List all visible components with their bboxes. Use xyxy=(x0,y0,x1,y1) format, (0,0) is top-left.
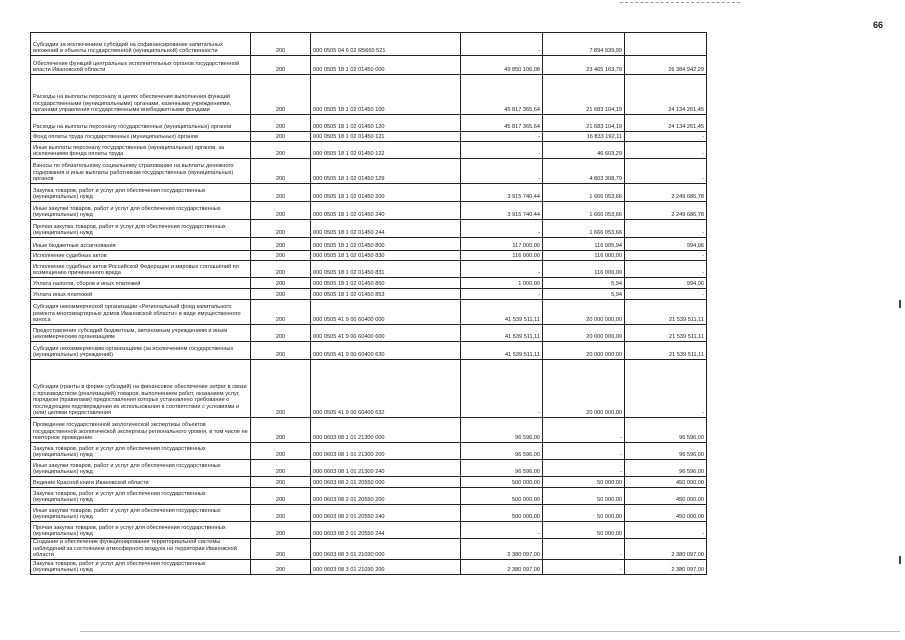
row-executed-amount: 116 005,94 xyxy=(543,238,625,251)
row-classification-code: 000 0603 08 2 01 20550 200 xyxy=(311,488,461,505)
row-classification-code: 000 0505 41 9 00 60400 600 xyxy=(311,325,461,342)
row-description: Создание и обеспечение функционирования территориальной системы наблюдений за состоянием атмосферного воздуха на территории Ивановской области xyxy=(31,539,251,560)
row-unexecuted-amount: 994,06 xyxy=(625,238,707,251)
row-description: Иные бюджетные ассигнования xyxy=(31,238,251,251)
table-row xyxy=(31,488,707,505)
row-line-code: 200 xyxy=(251,251,311,261)
row-approved-amount: 3 915 740,44 xyxy=(461,184,543,202)
row-line-code: 200 xyxy=(251,559,311,574)
table-row xyxy=(31,184,707,202)
row-unexecuted-amount: 450 000,00 xyxy=(625,477,707,488)
table-row xyxy=(31,325,707,342)
row-unexecuted-amount: 96 596,00 xyxy=(625,418,707,443)
row-unexecuted-amount: 2 380 097,00 xyxy=(625,559,707,574)
row-approved-amount: 117 000,00 xyxy=(461,238,543,251)
row-classification-code: 000 0505 18 1 02 01450 831 xyxy=(311,261,461,278)
row-description: Субсидии (гранты в форме субсидий) на финансовое обеспечение затрат в связи с производством (реализацией) товаров, выполнением работ, оказанием услуг, порядком (правилами) предоставления которых установлено требование о последующем подтверждении их использования в соответствии с условиями и (или) целями предоставления xyxy=(31,360,251,418)
row-approved-amount: - xyxy=(461,289,543,300)
row-line-code: 200 xyxy=(251,75,311,115)
row-unexecuted-amount: 994,06 xyxy=(625,278,707,289)
table-row xyxy=(31,300,707,325)
row-unexecuted-amount: - xyxy=(625,360,707,418)
row-approved-amount: 3 915 740,44 xyxy=(461,202,543,220)
row-description: Исполнение судебных актов Российской Федерации и мировых соглашений по возмещению причиненного вреда xyxy=(31,261,251,278)
row-line-code: 200 xyxy=(251,33,311,56)
row-description: Расходы на выплаты персоналу государственных (муниципальных) органов xyxy=(31,115,251,132)
row-executed-amount: 50 000,00 xyxy=(543,477,625,488)
row-classification-code: 000 0603 08 3 01 21030 200 xyxy=(311,559,461,574)
row-line-code: 200 xyxy=(251,418,311,443)
row-classification-code: 000 0603 08 3 01 21030 000 xyxy=(311,539,461,560)
row-classification-code: 000 0603 08 2 01 20550 000 xyxy=(311,477,461,488)
row-executed-amount: - xyxy=(543,443,625,460)
scan-edge-line xyxy=(80,631,900,632)
row-classification-code: 000 0505 18 1 02 01450 800 xyxy=(311,238,461,251)
row-description: Иные закупки товаров, работ и услуг для обеспечения государственных (муниципальных) нужд xyxy=(31,460,251,477)
row-executed-amount: 50 000,00 xyxy=(543,505,625,522)
row-description: Расходы на выплаты персоналу в целях обеспечения выполнения функций государственными (муниципальными) органами, казенными учреждениями, органами управления государственными внебюджетными фондами xyxy=(31,75,251,115)
row-approved-amount: - xyxy=(461,33,543,56)
row-classification-code: 000 0505 18 1 02 01450 122 xyxy=(311,142,461,159)
row-executed-amount: 21 683 104,19 xyxy=(543,115,625,132)
row-classification-code: 000 0505 18 1 02 01450 120 xyxy=(311,115,461,132)
table-row xyxy=(31,522,707,539)
row-unexecuted-amount: 24 134 261,45 xyxy=(625,75,707,115)
table-row xyxy=(31,56,707,75)
table-row xyxy=(31,75,707,115)
row-classification-code: 000 0505 18 1 02 01450 000 xyxy=(311,56,461,75)
row-line-code: 200 xyxy=(251,132,311,142)
row-line-code: 200 xyxy=(251,505,311,522)
row-unexecuted-amount: 2 249 686,78 xyxy=(625,184,707,202)
table-row xyxy=(31,418,707,443)
row-approved-amount: - xyxy=(461,261,543,278)
row-line-code: 200 xyxy=(251,522,311,539)
row-unexecuted-amount: 21 539 511,11 xyxy=(625,325,707,342)
row-description: Исполнение судебных актов xyxy=(31,251,251,261)
row-line-code: 200 xyxy=(251,142,311,159)
row-classification-code: 000 0505 18 1 02 01450 830 xyxy=(311,251,461,261)
row-approved-amount: 2 380 097,00 xyxy=(461,559,543,574)
row-executed-amount: - xyxy=(543,460,625,477)
row-executed-amount: 20 000 000,00 xyxy=(543,300,625,325)
row-executed-amount: 1 666 053,66 xyxy=(543,184,625,202)
table-row xyxy=(31,342,707,360)
row-line-code: 200 xyxy=(251,56,311,75)
row-line-code: 200 xyxy=(251,159,311,184)
row-line-code: 200 xyxy=(251,360,311,418)
row-line-code: 200 xyxy=(251,477,311,488)
row-line-code: 200 xyxy=(251,184,311,202)
row-classification-code: 000 0505 18 1 02 01450 200 xyxy=(311,184,461,202)
row-unexecuted-amount: 24 134 261,45 xyxy=(625,115,707,132)
row-unexecuted-amount: 21 539 511,11 xyxy=(625,342,707,360)
row-unexecuted-amount: 450 000,00 xyxy=(625,505,707,522)
row-approved-amount: - xyxy=(461,522,543,539)
row-description: Закупка товаров, работ и услуг для обеспечения государственных (муниципальных) нужд xyxy=(31,488,251,505)
row-approved-amount: 500 000,00 xyxy=(461,505,543,522)
row-description: Взносы по обязательному социальному страхованию на выплаты денежного содержания и иные выплаты работникам государственных (муниципальных) органов xyxy=(31,159,251,184)
row-line-code: 200 xyxy=(251,278,311,289)
table-row xyxy=(31,261,707,278)
row-executed-amount: - xyxy=(543,559,625,574)
row-description: Закупка товаров, работ и услуг для обеспечения государственных (муниципальных) нужд xyxy=(31,559,251,574)
row-unexecuted-amount: 26 384 942,29 xyxy=(625,56,707,75)
row-executed-amount: 50 000,00 xyxy=(543,488,625,505)
row-classification-code: 000 0603 08 1 01 21300 000 xyxy=(311,418,461,443)
row-line-code: 200 xyxy=(251,488,311,505)
scan-edge-line xyxy=(620,2,740,3)
row-description: Предоставление субсидий бюджетным, автономным учреждениям и иным некоммерческим организациям xyxy=(31,325,251,342)
row-classification-code: 000 0505 18 1 02 01450 244 xyxy=(311,220,461,238)
row-line-code: 200 xyxy=(251,115,311,132)
row-classification-code: 000 0505 41 9 00 60400 630 xyxy=(311,342,461,360)
row-unexecuted-amount: - xyxy=(625,132,707,142)
row-line-code: 200 xyxy=(251,261,311,278)
table-row xyxy=(31,159,707,184)
table-row xyxy=(31,238,707,251)
row-approved-amount: 45 817 365,64 xyxy=(461,115,543,132)
row-unexecuted-amount: 450 000,00 xyxy=(625,488,707,505)
row-approved-amount: 41 539 511,11 xyxy=(461,325,543,342)
row-executed-amount: 20 000 000,00 xyxy=(543,360,625,418)
row-approved-amount: 2 380 097,00 xyxy=(461,539,543,560)
row-classification-code: 000 0603 08 2 01 20550 240 xyxy=(311,505,461,522)
row-approved-amount: 41 539 511,11 xyxy=(461,342,543,360)
row-executed-amount: 4 803 308,79 xyxy=(543,159,625,184)
row-description: Закупка товаров, работ и услуг для обеспечения государственных (муниципальных) нужд xyxy=(31,443,251,460)
row-classification-code: 000 0505 04 6 02 R5660 521 xyxy=(311,33,461,56)
row-unexecuted-amount: - xyxy=(625,261,707,278)
row-unexecuted-amount: 21 539 511,11 xyxy=(625,300,707,325)
table-row xyxy=(31,460,707,477)
row-executed-amount: 7 894 939,99 xyxy=(543,33,625,56)
budget-execution-table xyxy=(30,32,707,575)
row-line-code: 200 xyxy=(251,539,311,560)
row-classification-code: 000 0505 41 9 00 60400 632 xyxy=(311,360,461,418)
table-row xyxy=(31,443,707,460)
table-row xyxy=(31,360,707,418)
row-classification-code: 000 0505 18 1 02 01450 240 xyxy=(311,202,461,220)
row-executed-amount: 16 833 192,11 xyxy=(543,132,625,142)
table-row xyxy=(31,278,707,289)
row-executed-amount: 116 000,00 xyxy=(543,261,625,278)
table-row xyxy=(31,115,707,132)
row-executed-amount: 5,94 xyxy=(543,278,625,289)
row-line-code: 200 xyxy=(251,460,311,477)
row-approved-amount: 96 596,00 xyxy=(461,460,543,477)
row-executed-amount: 50 000,00 xyxy=(543,522,625,539)
scan-mark xyxy=(899,556,901,564)
row-description: Уплата иных платежей xyxy=(31,289,251,300)
row-description: Субсидия некоммерческой организации «Региональный фонд капитального ремонта многоквартирных домов Ивановской области» в виде имущественного взноса xyxy=(31,300,251,325)
row-description: Иные закупки товаров, работ и услуг для обеспечения государственных (муниципальных) нужд xyxy=(31,505,251,522)
row-description: Субсидии некоммерческим организациям (за исключением государственных (муниципальных) учреждений) xyxy=(31,342,251,360)
row-executed-amount: 46 603,29 xyxy=(543,142,625,159)
row-description: Прочая закупка товаров, работ и услуг для обеспечения государственных (муниципальных) нужд xyxy=(31,522,251,539)
row-approved-amount: 96 596,00 xyxy=(461,443,543,460)
row-executed-amount: 21 683 104,19 xyxy=(543,75,625,115)
row-description: Фонд оплаты труда государственных (муниципальных) органов xyxy=(31,132,251,142)
row-approved-amount: - xyxy=(461,360,543,418)
row-executed-amount: 1 666 053,66 xyxy=(543,202,625,220)
row-unexecuted-amount: - xyxy=(625,159,707,184)
row-description: Субсидии за исключением субсидий на софинансирование капитальных вложений в объекты государственной (муниципальной) собственности xyxy=(31,33,251,56)
row-description: Иные выплаты персоналу государственных (муниципальных) органов, за исключением фонда оплаты труда xyxy=(31,142,251,159)
row-unexecuted-amount xyxy=(625,33,707,56)
table-row xyxy=(31,251,707,261)
row-executed-amount: 20 000 000,00 xyxy=(543,325,625,342)
row-classification-code: 000 0603 08 2 01 20550 244 xyxy=(311,522,461,539)
row-approved-amount: - xyxy=(461,132,543,142)
row-executed-amount: 1 666 053,66 xyxy=(543,220,625,238)
row-executed-amount: - xyxy=(543,418,625,443)
row-approved-amount: 500 000,00 xyxy=(461,477,543,488)
row-description: Закупка товаров, работ и услуг для обеспечения государственных (муниципальных) нужд xyxy=(31,184,251,202)
row-unexecuted-amount: - xyxy=(625,220,707,238)
page-number: 66 xyxy=(872,20,883,30)
row-executed-amount: - xyxy=(543,539,625,560)
row-line-code: 200 xyxy=(251,220,311,238)
row-executed-amount: 5,94 xyxy=(543,289,625,300)
table-row xyxy=(31,559,707,574)
row-classification-code: 000 0505 18 1 02 01450 121 xyxy=(311,132,461,142)
row-classification-code: 000 0603 08 1 01 21300 240 xyxy=(311,460,461,477)
row-approved-amount: 45 817 365,64 xyxy=(461,75,543,115)
row-unexecuted-amount: 96 596,00 xyxy=(625,460,707,477)
scan-mark xyxy=(899,300,901,308)
row-unexecuted-amount: 2 380 097,00 xyxy=(625,539,707,560)
row-description: Обеспечение функций центральных исполнительных органов государственной власти Ивановской области xyxy=(31,56,251,75)
row-unexecuted-amount: - xyxy=(625,522,707,539)
row-approved-amount: - xyxy=(461,142,543,159)
table-body xyxy=(31,33,707,575)
row-unexecuted-amount: 2 249 686,78 xyxy=(625,202,707,220)
row-classification-code: 000 0603 08 1 01 21300 200 xyxy=(311,443,461,460)
row-unexecuted-amount: - xyxy=(625,251,707,261)
row-classification-code: 000 0505 18 1 02 01450 850 xyxy=(311,278,461,289)
row-classification-code: 000 0505 41 9 00 60400 000 xyxy=(311,300,461,325)
row-description: Прочая закупка товаров, работ и услуг для обеспечения государственных (муниципальных) нужд xyxy=(31,220,251,238)
row-line-code: 200 xyxy=(251,289,311,300)
row-description: Ведение Красной книги Ивановской области xyxy=(31,477,251,488)
table-row xyxy=(31,132,707,142)
row-line-code: 200 xyxy=(251,443,311,460)
row-line-code: 200 xyxy=(251,342,311,360)
table-row xyxy=(31,220,707,238)
row-description: Иные закупки товаров, работ и услуг для обеспечения государственных (муниципальных) нужд xyxy=(31,202,251,220)
table-row xyxy=(31,33,707,56)
row-approved-amount: 116 000,00 xyxy=(461,251,543,261)
row-unexecuted-amount: - xyxy=(625,142,707,159)
row-description: Проведение государственной экологической экспертизы объектов государственной экологической экспертизы регионального уровня, в том числе ее повторное проведение xyxy=(31,418,251,443)
row-approved-amount: 500 000,00 xyxy=(461,488,543,505)
row-approved-amount: 1 000,00 xyxy=(461,278,543,289)
row-description: Уплата налогов, сборов и иных платежей xyxy=(31,278,251,289)
table-row xyxy=(31,505,707,522)
row-executed-amount: 20 000 000,00 xyxy=(543,342,625,360)
row-classification-code: 000 0505 18 1 02 01450 100 xyxy=(311,75,461,115)
row-unexecuted-amount: 96 596,00 xyxy=(625,443,707,460)
row-classification-code: 000 0505 18 1 02 01450 129 xyxy=(311,159,461,184)
row-approved-amount: - xyxy=(461,220,543,238)
row-line-code: 200 xyxy=(251,325,311,342)
row-executed-amount: 116 000,00 xyxy=(543,251,625,261)
table-row xyxy=(31,289,707,300)
row-approved-amount: 41 539 511,11 xyxy=(461,300,543,325)
row-executed-amount: 23 465 163,79 xyxy=(543,56,625,75)
row-line-code: 200 xyxy=(251,238,311,251)
table-row xyxy=(31,142,707,159)
table-row xyxy=(31,539,707,560)
row-approved-amount: 49 850 106,08 xyxy=(461,56,543,75)
row-approved-amount: 96 596,00 xyxy=(461,418,543,443)
row-unexecuted-amount: - xyxy=(625,289,707,300)
table-row xyxy=(31,477,707,488)
table-row xyxy=(31,202,707,220)
row-approved-amount: - xyxy=(461,159,543,184)
row-classification-code: 000 0505 18 1 02 01450 853 xyxy=(311,289,461,300)
row-line-code: 200 xyxy=(251,202,311,220)
row-line-code: 200 xyxy=(251,300,311,325)
